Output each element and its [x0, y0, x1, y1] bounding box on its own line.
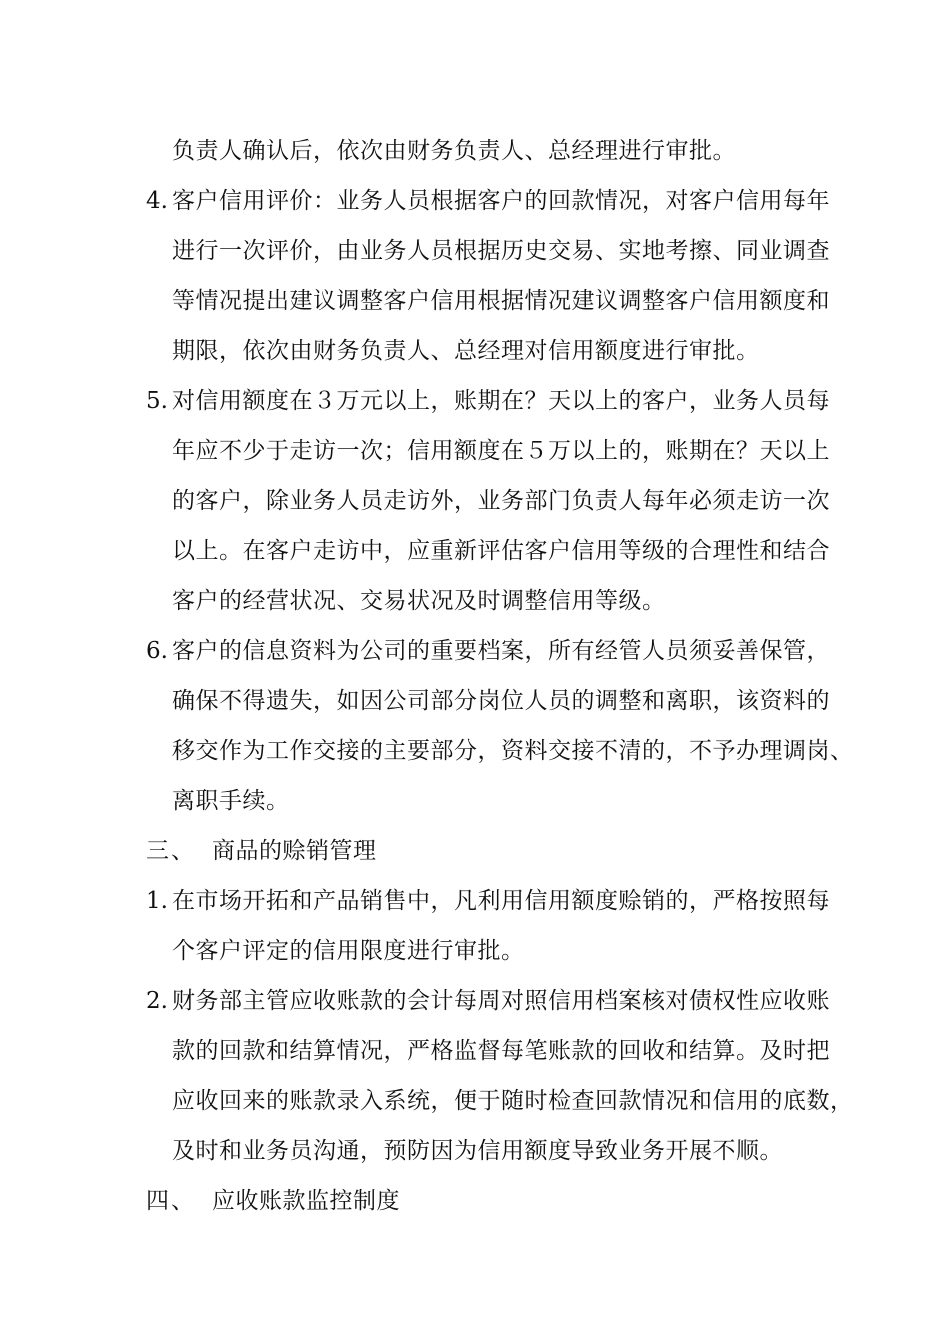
list-item-line: 客户的信息资料为公司的重要档案，所有经管人员须妥善保管，	[172, 638, 830, 664]
list-item-number: 1.	[146, 888, 168, 914]
list-item-line: 及时和业务员沟通，预防因为信用额度导致业务开展不顺。	[172, 1138, 783, 1164]
list-item-line: 应收回来的账款录入系统，便于随时检查回款情况和信用的底数，	[172, 1088, 854, 1114]
list-item-line: 离职手续。	[172, 788, 290, 814]
list-item-line: 财务部主管应收账款的会计每周对照信用档案核对债权性应收账	[172, 988, 830, 1014]
paragraph-line: 负责人确认后，依次由财务负责人、总经理进行审批。	[172, 138, 736, 164]
list-item-line: 进行一次评价，由业务人员根据历史交易、实地考擦、同业调查	[172, 238, 830, 264]
section-number: 三、	[146, 838, 196, 864]
list-item-number: 2.	[146, 988, 168, 1014]
list-item-line: 移交作为工作交接的主要部分，资料交接不清的，不予办理调岗、	[172, 738, 854, 764]
list-item-line: 期限，依次由财务负责人、总经理对信用额度进行审批。	[172, 338, 760, 364]
section-title: 商品的赊销管理	[212, 838, 377, 864]
list-item-line: 等情况提出建议调整客户信用根据情况建议调整客户信用额度和	[172, 288, 830, 314]
list-item-line: 的客户，除业务人员走访外，业务部门负责人每年必须走访一次	[172, 488, 830, 514]
list-item-line: 确保不得遗失，如因公司部分岗位人员的调整和离职，该资料的	[172, 688, 830, 714]
list-item-number: 5.	[146, 388, 168, 414]
list-item-line: 在市场开拓和产品销售中，凡利用信用额度赊销的，严格按照每	[172, 888, 830, 914]
list-item-number: 6.	[146, 638, 168, 664]
list-item-line: 个客户评定的信用限度进行审批。	[172, 938, 525, 964]
section-title: 应收账款监控制度	[212, 1188, 400, 1214]
list-item-line: 款的回款和结算情况，严格监督每笔账款的回收和结算。及时把	[172, 1038, 830, 1064]
list-item-line: 客户的经营状况、交易状况及时调整信用等级。	[172, 588, 666, 614]
list-item-line: 年应不少于走访一次；信用额度在５万以上的，账期在？天以上	[172, 438, 830, 464]
list-item-line: 以上。在客户走访中，应重新评估客户信用等级的合理性和结合	[172, 538, 830, 564]
list-item-number: 4.	[146, 188, 168, 214]
list-item-line: 客户信用评价：业务人员根据客户的回款情况，对客户信用每年	[172, 188, 830, 214]
list-item-line: 对信用额度在３万元以上，账期在？天以上的客户，业务人员每	[172, 388, 830, 414]
section-number: 四、	[146, 1188, 196, 1214]
